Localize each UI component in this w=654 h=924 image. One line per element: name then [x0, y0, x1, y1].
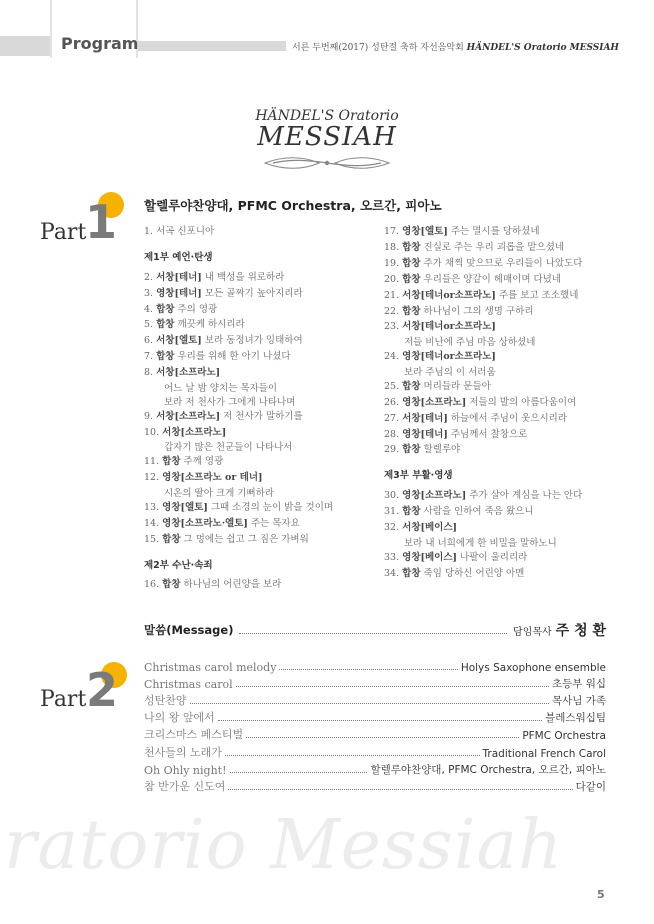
program-item-title: 하나님이 그의 생명 구하리: [420, 305, 534, 317]
part2-program-row: [144, 778, 606, 794]
section-heading: 제2부 수난·속죄: [144, 559, 213, 571]
program-item-title: 주는 목자요: [247, 517, 300, 529]
message-row: [144, 620, 606, 640]
program-item-type: 합창: [402, 257, 421, 269]
section-heading: 제3부 부활·영생: [384, 470, 453, 482]
program-item-number: 3.: [144, 287, 157, 299]
program-item: [144, 515, 300, 529]
program-item-type: 영창[테너or소프라노]: [402, 351, 496, 363]
part1-label: Part: [40, 220, 87, 245]
part2-label: Part: [40, 687, 87, 712]
part2-program-row: [144, 658, 606, 674]
program-item: [384, 426, 527, 440]
program-item-type: 서창[테너]: [402, 412, 448, 424]
program-item-type: 영창[베이스]: [402, 551, 458, 563]
program-item-type: 영창[소프라노]: [402, 490, 467, 502]
program-item-title: 나팔이 울리리라: [457, 551, 528, 563]
program-item-title: 그 멍에는 쉽고 그 짐은 가벼워: [180, 533, 309, 545]
header-title-prefix: 서른 두번째(2017) 성탄절 축하 자선음악회: [292, 43, 464, 53]
part2-item-title: Christmas carol: [144, 678, 233, 692]
part2-item-performer: Traditional French Carol: [482, 747, 606, 760]
part2-program-row: [144, 709, 606, 725]
program-item-number: 11.: [144, 456, 163, 468]
program-item-title: 하늘에서 주님이 웃으시리라: [447, 412, 568, 424]
program-item-type: 영창[소프라노]: [402, 396, 467, 408]
program-item-type: 합창: [402, 273, 421, 285]
dot-leader: [225, 755, 480, 756]
program-item-title: 우리를 위해 한 아기 나셨다: [174, 351, 291, 363]
program-item-title: 우리들은 양같이 헤매이며 다녔네: [420, 273, 562, 285]
program-item-number: 26.: [384, 396, 403, 408]
program-item: [144, 316, 245, 330]
program-item-type: 서창[엘토]: [156, 335, 202, 347]
program-item-number: 34.: [384, 567, 403, 579]
part2-item-performer: 블레스워십팀: [545, 712, 606, 725]
program-item-title: 할렐루야: [420, 444, 461, 456]
program-item-type: 합창: [402, 567, 421, 579]
program-item-number: 5.: [144, 319, 157, 331]
program-item: [144, 499, 333, 513]
program-item-type: 서창[테너or소프라노]: [402, 289, 496, 301]
program-item: [384, 271, 561, 285]
logo-title: MESSIAH: [257, 122, 397, 152]
program-item-title: 보라 동정녀가 잉태하여: [201, 335, 303, 347]
program-item: [144, 408, 303, 422]
program-item-type: 서창[소프라노]: [162, 426, 227, 438]
program-item-number: 28.: [384, 428, 403, 440]
program-item: [144, 223, 214, 237]
program-item: [144, 332, 303, 346]
dot-leader: [230, 772, 368, 773]
program-item-title: 진실로 주는 우리 괴롭을 맡으셨네: [420, 241, 565, 253]
program-item-type: 영창[테너]: [156, 287, 202, 299]
header-rule-right: [138, 41, 286, 51]
part2-item-title: 크리스마스 페스티벌: [144, 728, 244, 742]
program-item: [384, 239, 564, 253]
dot-leader: [246, 737, 519, 738]
program-item: [144, 453, 223, 467]
program-item-number: 23.: [384, 321, 403, 333]
program-item-type: 합창: [402, 444, 421, 456]
program-item-type: 영창[소프라노·엘토]: [162, 517, 248, 529]
program-item-title: 사람을 인하여 죽음 왔으니: [420, 506, 534, 517]
dot-leader: [190, 703, 549, 704]
program-item-number: 8.: [144, 367, 157, 379]
program-item: [384, 519, 457, 533]
program-item: [144, 301, 217, 315]
program-item-number: 29.: [384, 444, 403, 456]
part1-performers: 할렐루야찬양대, PFMC Orchestra, 오르간, 피아노: [144, 198, 442, 213]
part2-item-title: Oh Ohly night!: [144, 763, 227, 777]
program-item-type: 합창: [402, 305, 421, 317]
program-item: [384, 503, 534, 517]
program-item: [144, 424, 226, 438]
program-item-type: 서창[베이스]: [402, 521, 458, 533]
dot-leader: [218, 720, 542, 721]
program-item-subline: 저들 비난에 주님 마음 상하셨네: [404, 337, 536, 349]
part2-program-row: [144, 726, 606, 742]
program-item-type: 영창[엘토]: [402, 226, 448, 237]
program-item: [384, 348, 496, 362]
program-item-type: 영창[엘토]: [162, 501, 208, 513]
program-item-title: 저들의 발의 아름다움이여: [466, 396, 577, 408]
program-item-title: 죽임 당하신 어린양 아멘: [420, 567, 525, 579]
program-item-type: 합창: [402, 506, 421, 517]
program-item: [144, 576, 281, 590]
program-item: [384, 410, 567, 424]
header-section-label: Program: [61, 34, 139, 53]
program-item-number: 33.: [384, 551, 403, 563]
part2-program-row: [144, 692, 606, 708]
program-item-title: 하나님의 어린양을 보라: [180, 579, 282, 591]
program-item: [384, 378, 491, 392]
program-item-number: 24.: [384, 351, 403, 363]
program-item-number: 4.: [144, 303, 157, 315]
header-title-emphasis: HÄNDEL'S Oratorio MESSIAH: [466, 43, 619, 53]
program-item-type: 영창[테너]: [402, 428, 448, 440]
program-item-title: 주께 영광: [180, 456, 224, 468]
program-item-type: 합창: [156, 303, 175, 315]
program-item-number: 19.: [384, 257, 403, 269]
program-item-type: 합창: [162, 456, 181, 468]
program-item-number: 2.: [144, 271, 157, 283]
program-item-type: 합창: [162, 533, 181, 545]
part2-item-title: Christmas carol melody: [144, 661, 277, 674]
watermark-text: ratorio Messiah: [4, 806, 563, 885]
header-rule-left: [0, 36, 50, 56]
program-item: [384, 565, 524, 579]
program-item-type: 서창[테너]: [156, 271, 202, 283]
program-item-type: 합창: [162, 579, 181, 591]
program-item-type: 서창[소프라노]: [156, 367, 221, 379]
part2-item-title: 성탄찬양: [144, 694, 187, 708]
header-concert-title: [292, 40, 619, 53]
program-item: [384, 441, 460, 455]
program-item-number: 31.: [384, 506, 403, 517]
program-item-subline: 갑자기 많은 천군들이 나타나서: [164, 442, 293, 454]
part2-item-performer: Holys Saxophone ensemble: [460, 662, 606, 674]
program-item-title: 모든 골짜기 높아지리라: [201, 287, 303, 299]
program-item: [144, 364, 220, 378]
program-item: [384, 255, 582, 269]
dot-leader: [279, 669, 457, 670]
program-item-title: 주가 살아 계심을 나는 안다: [466, 490, 583, 502]
program-item-number: 15.: [144, 533, 163, 545]
part2-item-title: 나의 왕 앞에서: [144, 711, 215, 725]
part2-item-title: 참 반가운 신도여: [144, 779, 226, 793]
part2-item-performer: 목사님 가족: [551, 695, 606, 708]
header-divider: [50, 0, 52, 58]
program-item-title: 내 백성을 위로하라: [201, 271, 285, 283]
program-item-subline: 보라 내 너희에게 한 비밀을 말하노니: [404, 537, 557, 549]
program-item-number: 27.: [384, 412, 403, 424]
message-speaker: 주 청 환: [555, 623, 606, 639]
message-title: 말씀(Message): [144, 623, 234, 637]
part2-item-title: 천사들의 노래가: [144, 745, 222, 759]
program-item-number: 22.: [384, 305, 403, 317]
program-item-number: 16.: [144, 579, 163, 591]
program-item-title: 주의 영광: [174, 303, 218, 315]
program-item-subline: 보라 주님의 이 서러움: [404, 367, 496, 378]
program-item-title: 머리들라 문들아: [420, 380, 491, 392]
program-item-type: 서창[테너or소프라노]: [402, 321, 496, 333]
program-item-title: 깨끗케 하시리라: [174, 319, 245, 331]
program-item: [144, 269, 284, 283]
program-item: [384, 287, 578, 301]
program-item: [144, 348, 291, 362]
flourish-ornament-icon: [263, 154, 391, 172]
program-item-type: 합창: [402, 380, 421, 392]
part2-number: 2: [86, 663, 119, 717]
program-item-subline: 보라 저 천사가 그에게 나타나며: [164, 396, 296, 408]
program-item-type: 합창: [402, 241, 421, 253]
program-item-number: 18.: [384, 241, 403, 253]
program-item-number: 10.: [144, 426, 163, 438]
program-item: [144, 285, 303, 299]
program-item: [384, 487, 582, 501]
program-item-number: 21.: [384, 289, 403, 301]
program-item: [144, 531, 309, 545]
part2-program-row: [144, 675, 606, 691]
part2-item-performer: 초등부 워십: [551, 678, 606, 691]
program-item-title: 주님께서 찰창으로: [447, 428, 528, 440]
program-item-type: 영창[소프라노 or 테너]: [162, 472, 263, 484]
program-item-title: 서곡 신포니아: [156, 226, 215, 237]
part1-number: 1: [85, 195, 118, 249]
program-item-number: 30.: [384, 490, 403, 502]
program-item-number: 7.: [144, 351, 157, 363]
message-role: 담임목사: [513, 626, 552, 638]
logo-subtitle: HÄNDEL'S Oratorio: [255, 108, 399, 124]
section-heading: 제1부 예언·탄생: [144, 251, 213, 263]
program-item: [384, 549, 527, 563]
program-item: [144, 469, 263, 483]
program-item-number: 20.: [384, 273, 403, 285]
program-item-title: 저 천사가 말하기를: [220, 410, 303, 422]
program-item-subline: 어느 날 밤 양치는 목자들이: [164, 383, 278, 394]
program-item: [384, 394, 576, 408]
part2-item-performer: 할렐루야찬양대, PFMC Orchestra, 오르간, 피아노: [370, 763, 606, 776]
program-item-number: 12.: [144, 472, 163, 484]
program-item-title: 주가 채찍 맞으므로 우리들이 나았도다: [420, 257, 583, 269]
program-item-type: 서창[소프라노]: [156, 410, 221, 422]
program-item-number: 13.: [144, 501, 163, 513]
program-item-type: 합창: [156, 351, 175, 363]
program-item-number: 1.: [144, 226, 157, 237]
dot-leader: [236, 686, 549, 687]
part2-program-row: [144, 744, 606, 760]
program-item: [384, 303, 534, 317]
part2-program-row: [144, 761, 606, 777]
program-item-number: 14.: [144, 517, 163, 529]
part2-item-performer: 다같이: [575, 780, 606, 793]
program-item-type: 합창: [156, 319, 175, 331]
program-item: [384, 318, 496, 332]
page-number: 5: [597, 888, 605, 901]
program-item-title: 그때 소경의 눈이 밝을 것이며: [207, 501, 334, 513]
dot-leader: [228, 789, 572, 790]
program-item-number: 32.: [384, 521, 403, 533]
dot-leader: [239, 626, 507, 634]
program-item-number: 25.: [384, 380, 403, 392]
program-item-subline: 시온의 딸아 크게 기뻐하라: [164, 488, 275, 499]
program-item-number: 6.: [144, 335, 157, 347]
program-item-number: 9.: [144, 410, 157, 422]
program-item-title: 주는 멸시를 당하셨네: [447, 226, 540, 237]
part2-item-performer: PFMC Orchestra: [522, 730, 606, 743]
program-item: [384, 223, 540, 237]
program-item-title: 주를 보고 조소했네: [495, 289, 579, 301]
program-item-number: 17.: [384, 226, 403, 237]
